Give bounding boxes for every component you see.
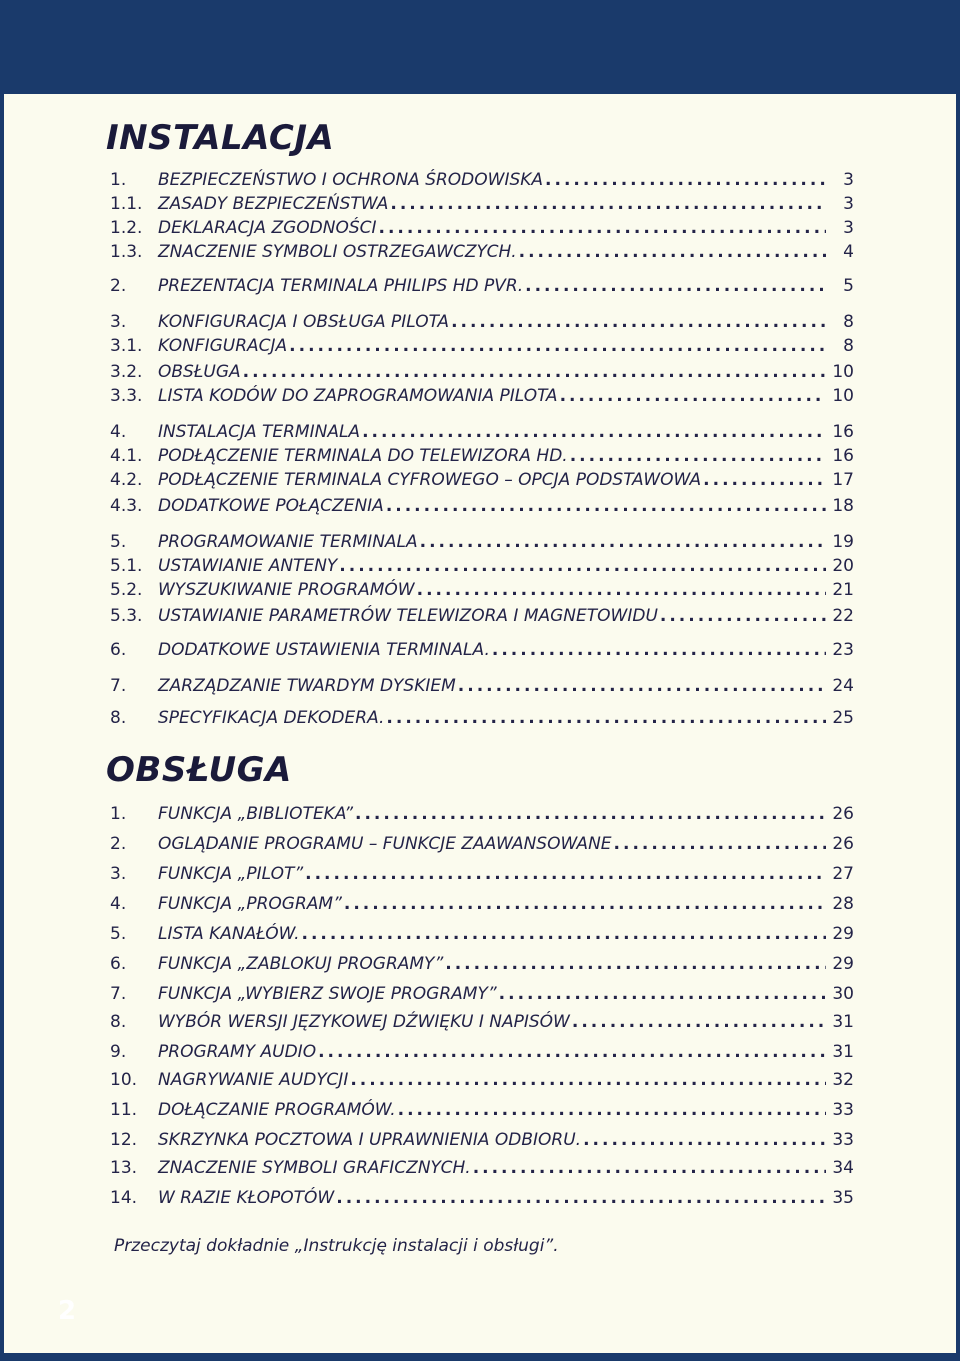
toc-leader-dots [458, 676, 826, 696]
toc-entry-number: 3.2. [110, 362, 143, 382]
toc-leader-dots [560, 386, 826, 406]
toc-leader-dots [386, 496, 826, 516]
toc-entry [110, 804, 854, 828]
toc-entry [110, 708, 854, 732]
toc-entry-number: 4. [110, 422, 127, 442]
toc-entry-page: 33 [832, 1130, 854, 1150]
toc-entry-page: 28 [832, 894, 854, 914]
toc-entry-number: 14. [110, 1188, 138, 1208]
toc-entry [110, 556, 854, 580]
toc-leader-dots [660, 606, 826, 626]
toc-entry-page: 23 [832, 640, 854, 660]
toc-entry-page: 33 [832, 1100, 854, 1120]
toc-entry-number: 11. [110, 1100, 138, 1120]
toc-entry-number: 7. [110, 676, 127, 696]
toc-entry-label: OBSŁUGA [158, 362, 241, 382]
toc-leader-dots [379, 218, 826, 238]
toc-entry-number: 5.2. [110, 580, 143, 600]
toc-entry-label: SKRZYNKA POCZTOWA I UPRAWNIENIA ODBIORU. [158, 1130, 582, 1150]
toc-leader-dots [572, 1012, 826, 1032]
toc-entry-label: SPECYFIKACJA DEKODERA. [158, 708, 385, 728]
toc-entry-label: WYBÓR WERSJI JĘZYKOWEJ DŹWIĘKU I NAPISÓW [158, 1012, 570, 1032]
toc-entry-page: 4 [843, 242, 854, 262]
toc-entry-page: 29 [832, 954, 854, 974]
toc-entry-number: 12. [110, 1130, 138, 1150]
toc-entry-page: 10 [832, 386, 854, 406]
toc-entry [110, 422, 854, 446]
toc-leader-dots [614, 834, 826, 854]
toc-entry-label: USTAWIANIE ANTENY [158, 556, 338, 576]
toc-leader-dots [420, 532, 826, 552]
toc-entry-label: BEZPIECZEŃSTWO I OCHRONA ŚRODOWISKA [158, 170, 544, 190]
toc-entry-number: 4.1. [110, 446, 143, 466]
toc-entry-number: 5. [110, 532, 127, 552]
toc-entry-label: FUNKCJA „PILOT” [158, 864, 304, 884]
toc-entry [110, 1042, 854, 1066]
toc-leader-dots [362, 422, 826, 442]
toc-entry [110, 194, 854, 218]
toc-entry [110, 1188, 854, 1212]
toc-entry-label: NAGRYWANIE AUDYCJI [158, 1070, 349, 1090]
toc-entry-label: FUNKCJA „BIBLIOTEKA” [158, 804, 354, 824]
toc-entry-label: DODATKOWE POŁĄCZENIA [158, 496, 384, 516]
toc-entry-label: PREZENTACJA TERMINALA PHILIPS HD PVR. [158, 276, 524, 296]
toc-entry-page: 20 [832, 556, 854, 576]
toc-entry [110, 1012, 854, 1036]
toc-entry-page: 8 [843, 312, 854, 332]
section-title-operation: OBSŁUGA [106, 750, 292, 790]
toc-entry [110, 242, 854, 266]
toc-entry [110, 386, 854, 410]
toc-entry-number: 1. [110, 170, 127, 190]
toc-entry-number: 8. [110, 708, 127, 728]
toc-entry-number: 1.3. [110, 242, 143, 262]
toc-entry-page: 21 [832, 580, 854, 600]
toc-leader-dots [519, 242, 826, 262]
toc-entry [110, 170, 854, 194]
toc-entry-number: 9. [110, 1042, 127, 1062]
toc-entry-label: LISTA KANAŁÓW. [158, 924, 300, 944]
section-title-installation: INSTALACJA [106, 118, 335, 158]
toc-entry-number: 10. [110, 1070, 138, 1090]
toc-entry [110, 362, 854, 386]
toc-entry [110, 864, 854, 888]
toc-entry-page: 10 [832, 362, 854, 382]
toc-entry-page: 22 [832, 606, 854, 626]
toc-entry-number: 1.1. [110, 194, 143, 214]
toc-entry [110, 954, 854, 978]
toc-entry-label: FUNKCJA „WYBIERZ SWOJE PROGRAMY” [158, 984, 497, 1004]
toc-entry [110, 984, 854, 1008]
toc-entry-number: 5.3. [110, 606, 143, 626]
toc-entry-page: 34 [832, 1158, 854, 1178]
toc-leader-dots [305, 864, 826, 884]
toc-entry [110, 924, 854, 948]
toc-entry-number: 4. [110, 894, 127, 914]
toc-entry-label: FUNKCJA „ZABLOKUJ PROGRAMY” [158, 954, 444, 974]
toc-entry-page: 5 [843, 276, 854, 296]
toc-entry-number: 3.3. [110, 386, 143, 406]
toc-leader-dots [336, 1188, 826, 1208]
toc-entry-number: 3. [110, 864, 127, 884]
toc-entry-label: W RAZIE KŁOPOTÓW [158, 1188, 335, 1208]
toc-leader-dots [350, 1070, 826, 1090]
toc-entry-number: 5. [110, 924, 127, 944]
toc-entry [110, 496, 854, 520]
toc-leader-dots [570, 446, 826, 466]
toc-entry-number: 3. [110, 312, 127, 332]
toc-entry-label: WYSZUKIWANIE PROGRAMÓW [158, 580, 415, 600]
toc-entry-page: 3 [843, 194, 854, 214]
toc-entry-number: 1. [110, 804, 127, 824]
toc-leader-dots [344, 894, 826, 914]
toc-entry-label: DOŁĄCZANIE PROGRAMÓW. [158, 1100, 396, 1120]
toc-entry [110, 218, 854, 242]
toc-entry [110, 1158, 854, 1182]
toc-entry-page: 3 [843, 218, 854, 238]
toc-entry-number: 13. [110, 1158, 138, 1178]
toc-leader-dots [355, 804, 826, 824]
toc-entry-page: 31 [832, 1012, 854, 1032]
toc-entry-label: PODŁĄCZENIE TERMINALA DO TELEWIZORA HD. [158, 446, 568, 466]
toc-entry-label: ZNACZENIE SYMBOLI GRAFICZNYCH. [158, 1158, 471, 1178]
toc-entry-page: 18 [832, 496, 854, 516]
header-band [0, 0, 960, 94]
toc-entry-number: 3.1. [110, 336, 143, 356]
toc-entry-number: 8. [110, 1012, 127, 1032]
toc-entry [110, 834, 854, 858]
toc-entry [110, 894, 854, 918]
toc-entry [110, 1130, 854, 1154]
toc-entry-page: 32 [832, 1070, 854, 1090]
toc-entry-number: 1.2. [110, 218, 143, 238]
toc-entry-label: PODŁĄCZENIE TERMINALA CYFROWEGO – OPCJA PODSTAWOWA [158, 470, 702, 490]
toc-entry-page: 30 [832, 984, 854, 1004]
toc-entry-number: 4.2. [110, 470, 143, 490]
toc-entry [110, 676, 854, 700]
toc-entry-label: PROGRAMY AUDIO [158, 1042, 317, 1062]
toc-entry-number: 6. [110, 640, 127, 660]
toc-entry-page: 16 [832, 446, 854, 466]
toc-entry-label: FUNKCJA „PROGRAM” [158, 894, 342, 914]
toc-leader-dots [302, 924, 827, 944]
footer-note: Przeczytaj dokładnie „Instrukcję instalacji i obsługi”. [114, 1236, 559, 1256]
toc-entry [110, 606, 854, 630]
toc-entry-label: USTAWIANIE PARAMETRÓW TELEWIZORA I MAGNETOWIDU [158, 606, 658, 626]
toc-leader-dots [417, 580, 826, 600]
toc-leader-dots [703, 470, 826, 490]
toc-entry-label: ZNACZENIE SYMBOLI OSTRZEGAWCZYCH. [158, 242, 517, 262]
toc-leader-dots [390, 194, 826, 214]
toc-entry-page: 16 [832, 422, 854, 442]
toc-leader-dots [473, 1158, 826, 1178]
toc-leader-dots [339, 556, 826, 576]
toc-leader-dots [398, 1100, 826, 1120]
toc-entry-number: 4.3. [110, 496, 143, 516]
toc-entry [110, 446, 854, 470]
toc-leader-dots [289, 336, 826, 356]
toc-entry-number: 2. [110, 834, 127, 854]
toc-entry-page: 3 [843, 170, 854, 190]
toc-entry [110, 580, 854, 604]
toc-entry-page: 17 [832, 470, 854, 490]
toc-leader-dots [451, 312, 826, 332]
toc-entry-label: INSTALACJA TERMINALA [158, 422, 361, 442]
toc-leader-dots [492, 640, 826, 660]
toc-entry-label: ZASADY BEZPIECZEŃSTWA [158, 194, 389, 214]
toc-leader-dots [243, 362, 826, 382]
toc-entry [110, 1070, 854, 1094]
toc-entry-label: OGLĄDANIE PROGRAMU – FUNKCJE ZAAWANSOWANE [158, 834, 612, 854]
toc-leader-dots [499, 984, 826, 1004]
toc-entry-label: KONFIGURACJA I OBSŁUGA PILOTA [158, 312, 450, 332]
toc-entry-number: 5.1. [110, 556, 143, 576]
toc-entry [110, 1100, 854, 1124]
toc-entry [110, 312, 854, 336]
toc-entry-page: 35 [832, 1188, 854, 1208]
toc-leader-dots [545, 170, 826, 190]
toc-leader-dots [386, 708, 826, 728]
toc-entry-page: 29 [832, 924, 854, 944]
toc-entry-label: DEKLARACJA ZGODNOŚCI [158, 218, 377, 238]
toc-entry [110, 532, 854, 556]
toc-entry-label: PROGRAMOWANIE TERMINALA [158, 532, 418, 552]
page-number: 2 [58, 1296, 77, 1326]
toc-entry-number: 2. [110, 276, 127, 296]
toc-leader-dots [525, 276, 826, 296]
toc-entry-page: 27 [832, 864, 854, 884]
toc-entry-page: 31 [832, 1042, 854, 1062]
toc-entry-label: LISTA KODÓW DO ZAPROGRAMOWANIA PILOTA [158, 386, 558, 406]
toc-entry-label: KONFIGURACJA [158, 336, 288, 356]
toc-entry-number: 7. [110, 984, 127, 1004]
toc-entry-page: 24 [832, 676, 854, 696]
toc-entry-label: DODATKOWE USTAWIENIA TERMINALA. [158, 640, 490, 660]
toc-entry [110, 470, 854, 494]
toc-leader-dots [583, 1130, 826, 1150]
toc-entry-page: 26 [832, 834, 854, 854]
toc-leader-dots [445, 954, 826, 974]
toc-entry-page: 19 [832, 532, 854, 552]
toc-entry-page: 25 [832, 708, 854, 728]
toc-entry [110, 640, 854, 664]
toc-entry [110, 336, 854, 360]
toc-entry-label: ZARZĄDZANIE TWARDYM DYSKIEM [158, 676, 456, 696]
toc-entry-page: 8 [843, 336, 854, 356]
toc-entry-number: 6. [110, 954, 127, 974]
toc-entry-page: 26 [832, 804, 854, 824]
toc-leader-dots [318, 1042, 826, 1062]
toc-entry [110, 276, 854, 300]
